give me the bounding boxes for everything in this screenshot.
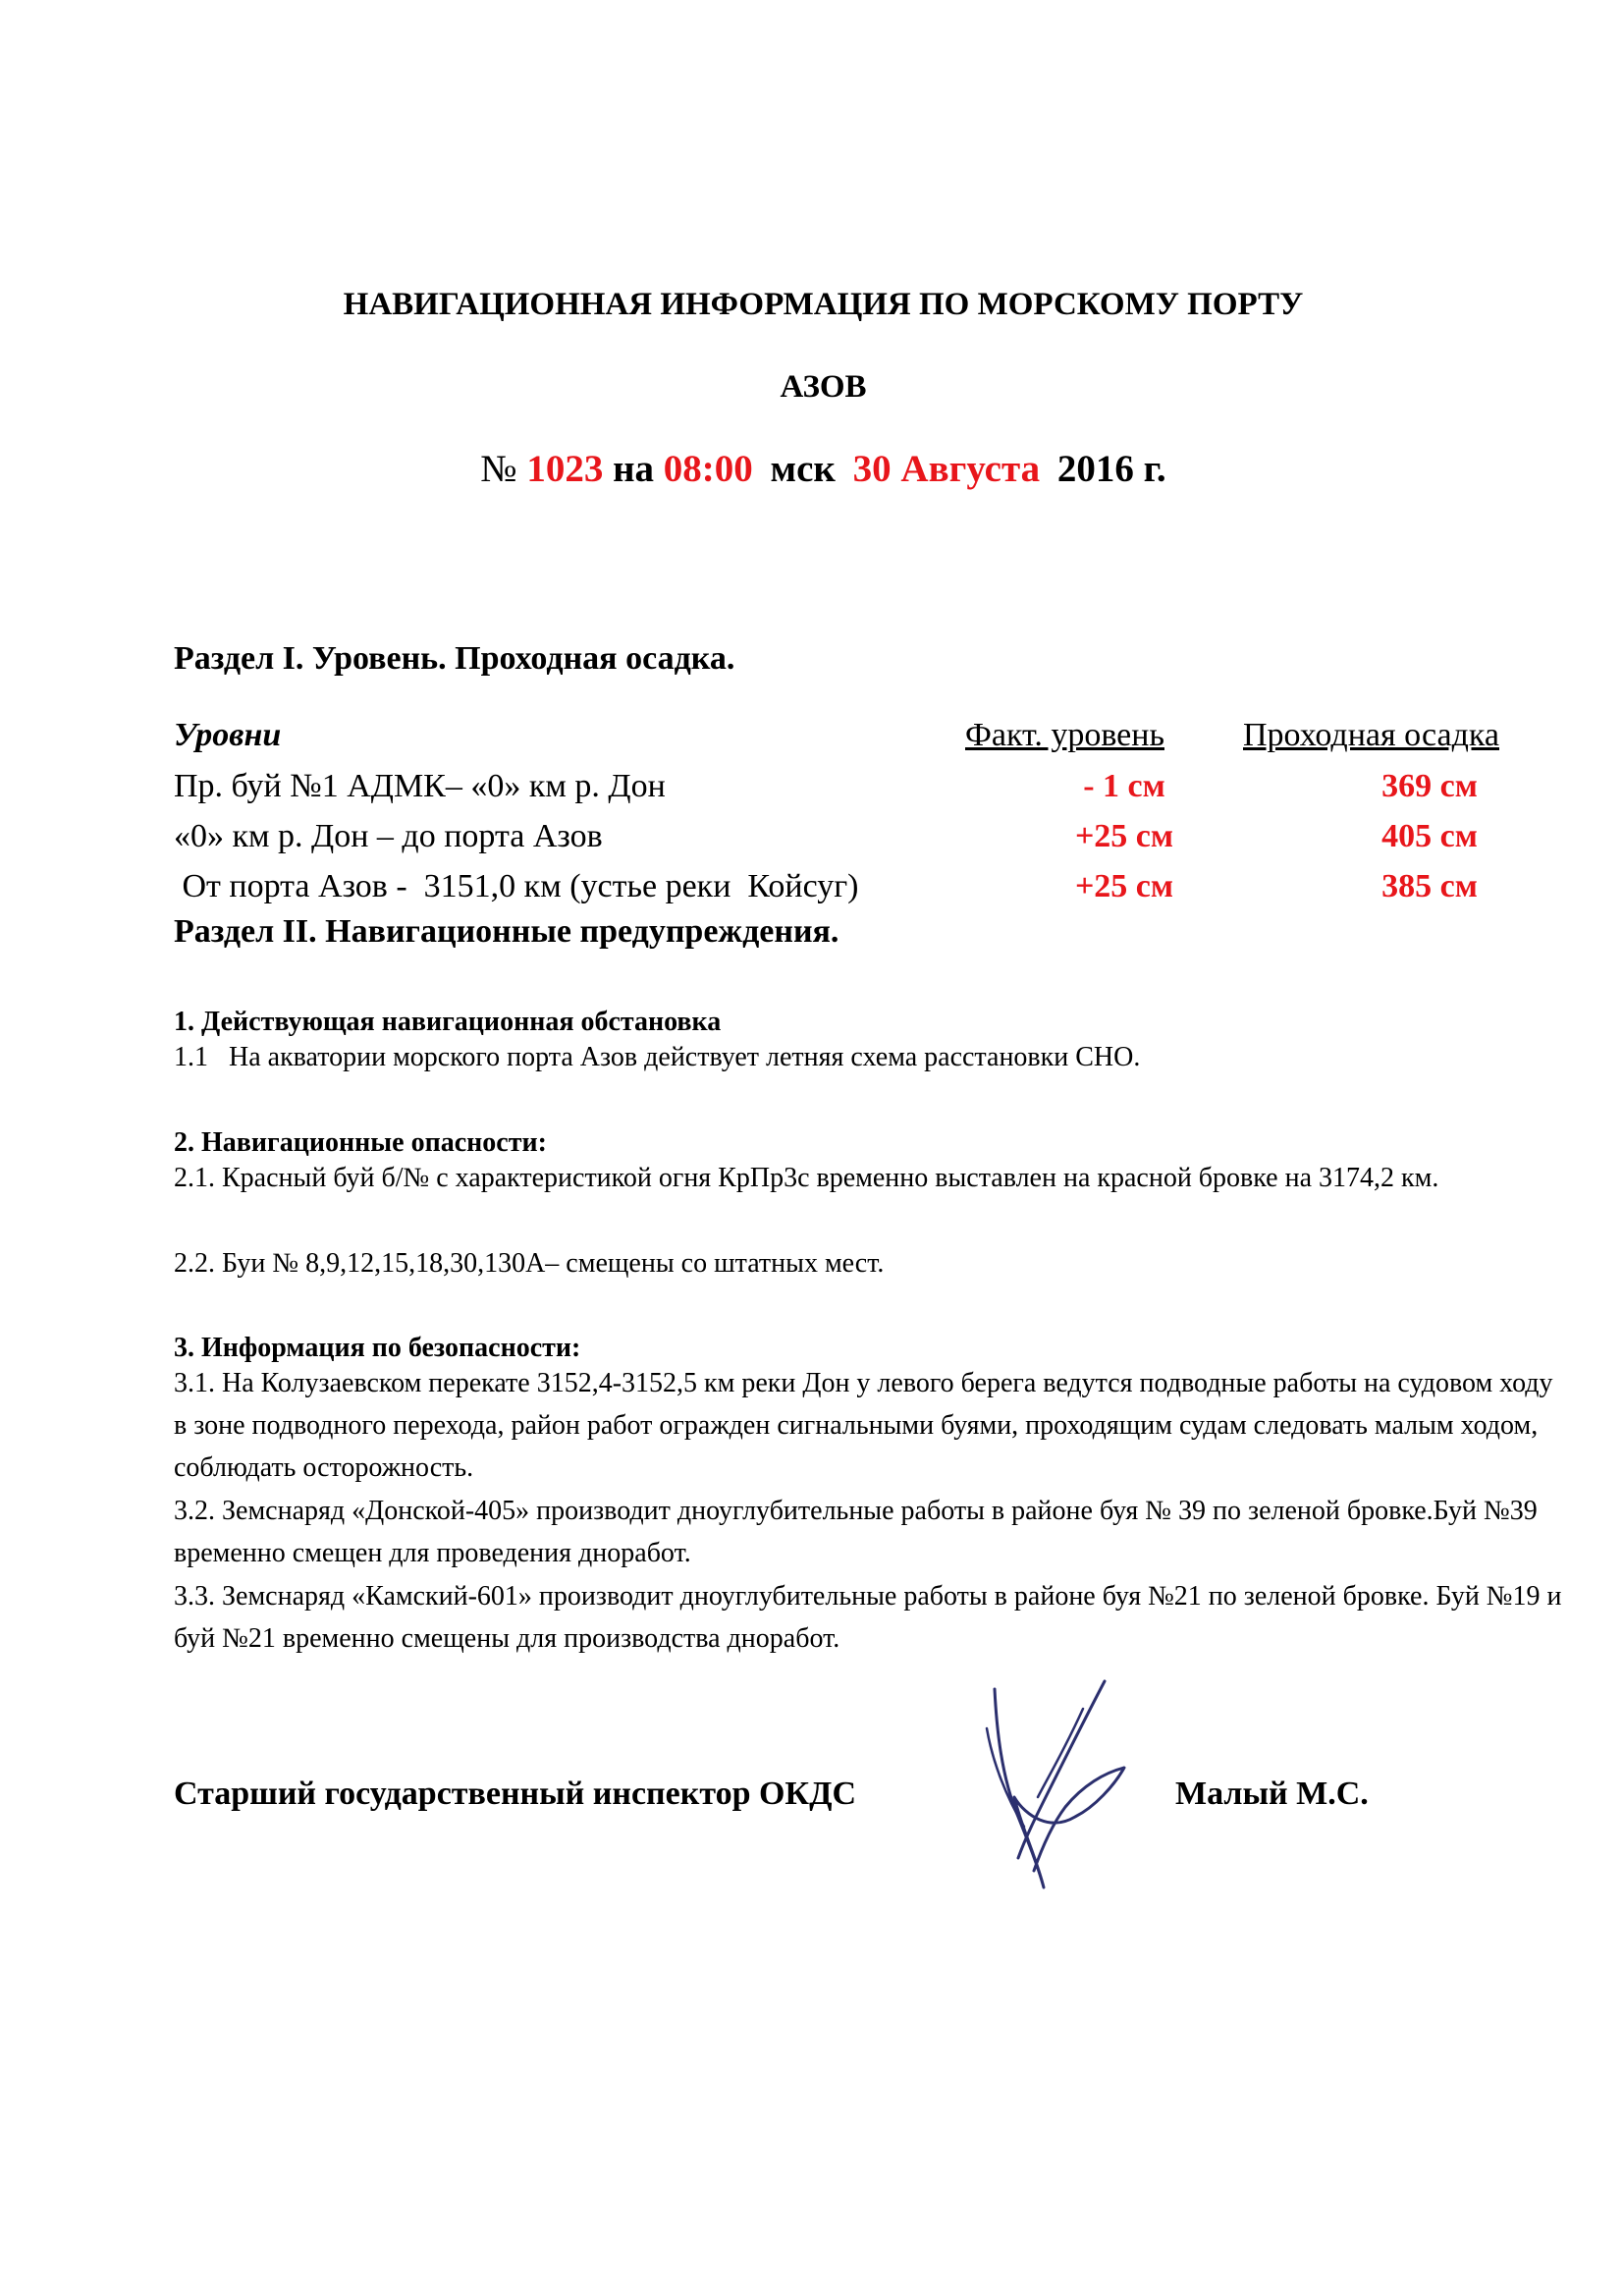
col-header-levels: Уровни	[174, 717, 282, 753]
port-name: АЗОВ	[780, 369, 867, 405]
col-header-fact-level: Факт. уровень	[965, 717, 1164, 753]
section2-title: Раздел II. Навигационные предупреждения.	[174, 913, 839, 950]
col-header-draft: Проходная осадка	[1243, 717, 1499, 753]
signatory-role: Старший государственный инспектор ОКДС	[174, 1776, 857, 1812]
document-title: НАВИГАЦИОННАЯ ИНФОРМАЦИЯ ПО МОРСКОМУ ПОРТУ	[343, 287, 1304, 322]
subsection-title: 3. Информация по безопасности:	[174, 1333, 581, 1363]
level-row-name: Пр. буй №1 АДМК– «0» км р. Дон	[174, 768, 666, 804]
paragraph: 3.2. Земснаряд «Донской-405» производит дноуглубительные работы в районе буя № 39 по зеленой бровке.Буй №39 временно смещен для проведения днoработ.	[174, 1496, 1538, 1568]
paragraph: 3.1. На Колузаевском перекате 3152,4-3152,5 км реки Дон у левого берега ведутся подводные работы на судовом ходу в зоне подводного перехода, район работ огражден сигнальными буями, проходящим судам следовать малым ходом, соблюдать осторожность.	[174, 1368, 1553, 1483]
paragraph: 2.2. Буи № 8,9,12,15,18,30,130А– смещены со штатных мест.	[174, 1248, 885, 1279]
level-row-draft: 385 см	[1381, 868, 1478, 904]
bulletin-time: 08:00	[663, 448, 753, 490]
bulletin-date: 30 Августа	[852, 448, 1041, 490]
bulletin-number-line	[0, 447, 1623, 491]
level-row-draft: 369 см	[1381, 768, 1478, 804]
bulletin-year: 2016 г.	[1056, 448, 1166, 490]
paragraph: 3.3. Земснаряд «Камский-601» производит дноуглубительные работы в районе буя №21 по зеленой бровке. Буй №19 и буй №21 временно смещены для производства днoработ.	[174, 1581, 1562, 1654]
signatory-name: Малый М.С.	[1175, 1776, 1369, 1812]
number-sign: №	[480, 448, 517, 490]
paragraph: 2.1. Красный буй б/№ с характеристикой огня КрПр3с временно выставлен на красной бровке на 3174,2 км.	[174, 1163, 1439, 1193]
level-row-fact: +25 см	[1074, 868, 1174, 904]
level-row-name: От порта Азов - 3151,0 км (устье реки Койсуг)	[174, 868, 859, 904]
bulletin-number: 1023	[526, 448, 604, 490]
subsection-title: 1. Действующая навигационная обстановка	[174, 1007, 722, 1037]
handwritten-signature	[967, 1669, 1144, 1895]
level-row-name: «0» км р. Дон – до порта Азов	[174, 818, 603, 854]
on-word: на	[613, 448, 655, 490]
section1-title: Раздел I. Уровень. Проходная осадка.	[174, 640, 735, 677]
subsection-title: 2. Навигационные опасности:	[174, 1127, 547, 1158]
paragraph: 1.1 На акватории морского порта Азов действует летняя схема расстановки СНО.	[174, 1042, 1141, 1072]
level-row-draft: 405 см	[1381, 818, 1478, 854]
level-row-fact: +25 см	[1074, 818, 1174, 854]
timezone: мск	[770, 448, 836, 490]
level-row-fact: - 1 см	[1083, 768, 1165, 804]
